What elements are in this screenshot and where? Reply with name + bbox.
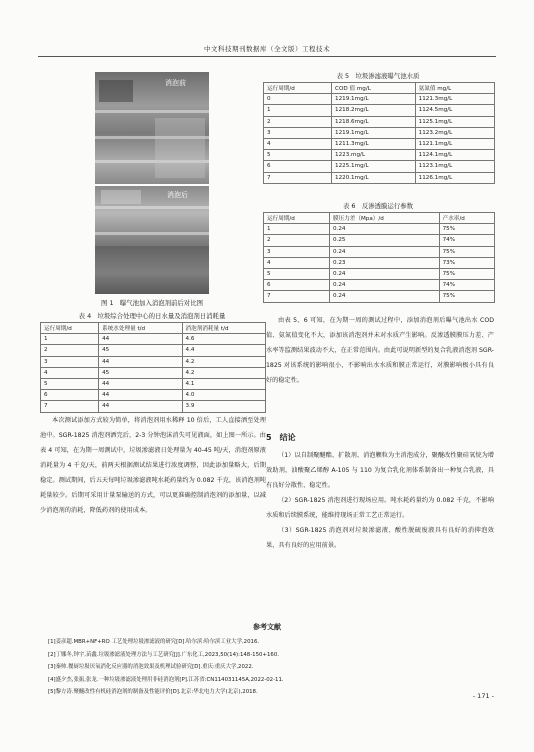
- reference-item: [3]秦帅.餐厨垃圾厌氧消化反应器的消泡效果及机理试验研究[D].重庆:重庆大学,2022.: [48, 664, 254, 671]
- right-body-text: [266, 313, 494, 388]
- table-row: [264, 291, 495, 302]
- table-header-row: [264, 213, 495, 224]
- references-title: 参考文献: [253, 623, 281, 631]
- table-cell: 1211.3mg/L: [332, 138, 416, 149]
- table6: [263, 212, 495, 303]
- table5-caption: 表 5 垃圾渗滤液曝气池水质: [336, 72, 420, 80]
- table-cell: 4.0: [182, 390, 265, 401]
- table-cell: 4: [41, 367, 99, 378]
- table-cell: 1126.1mg/L: [415, 172, 494, 183]
- table-row: [264, 105, 495, 116]
- table4: [40, 322, 266, 413]
- table-cell: 0.23: [330, 257, 440, 268]
- table-cell: 1218.2mg/L: [332, 105, 416, 116]
- table-row: [41, 401, 266, 412]
- table-cell: 5: [264, 268, 330, 279]
- table-row: [264, 127, 495, 138]
- left-body-text: [40, 413, 266, 518]
- references-list: [48, 636, 488, 699]
- table-cell: 1121.1mg/L: [415, 138, 494, 149]
- reference-item: [4]盛夕杰,张振,张龙.一种垃圾渗滤液处理用非硅消泡剂[P].江苏省:CN114031145A,2022-02-11.: [48, 676, 284, 683]
- conclusion-item-2: （2）SGR-1825 消泡剂进行现场应用。吨水耗药量约为 0.082 千克，不影响水质和后续膜系统，能维持现场正常工艺正常运行。: [266, 497, 494, 519]
- table-cell: 4.2: [182, 367, 265, 378]
- table-cell: 3.9: [182, 401, 265, 412]
- table-header-cell: 系统水处理量 t/d: [99, 323, 182, 334]
- table-cell: 5: [264, 150, 332, 161]
- table-row: [41, 378, 266, 389]
- table-header-cell: 运行周期/d: [264, 213, 330, 224]
- table-cell: 3: [41, 356, 99, 367]
- table-cell: 74%: [439, 280, 494, 291]
- paragraph: 由表 5、6 可知，在为期一周的测试过程中，添加消泡剂后曝气池出水 COD 值、氨氮值变化不大，添加该消泡剂并未对水质产生影响。反渗透膜膜压力差、产水率等监测结果波动不大，在正常范围内。由此可说明新型的复合乳液消泡剂 SGR-1825 对该系统的影响很小，不影响出水水质和膜正常运行，对膜影响极小具有良好的稳定性。: [266, 317, 494, 384]
- table-cell: 7: [264, 172, 332, 183]
- reference-item: [5]黎方涛.聚醚改性有机硅消泡剂的制备及性能评价[D].北京:华北电力大学(北京),2018.: [48, 689, 258, 696]
- table-cell: 44: [99, 356, 182, 367]
- table-row: [264, 246, 495, 257]
- table-cell: 1123.1mg/L: [415, 161, 494, 172]
- table-cell: 7: [264, 291, 330, 302]
- table-cell: 2: [41, 345, 99, 356]
- table-row: [264, 224, 495, 235]
- table-cell: 4.2: [182, 356, 265, 367]
- table-cell: 1123.2mg/L: [415, 127, 494, 138]
- photo-label-before: 消泡前: [165, 79, 186, 87]
- page-number: - 171 -: [472, 692, 494, 700]
- table-row: [41, 334, 266, 345]
- table-cell: 4: [264, 138, 332, 149]
- table-row: [41, 367, 266, 378]
- table-row: [41, 345, 266, 356]
- table-cell: 0.24: [330, 268, 440, 279]
- photo-label-after: 消泡后: [167, 191, 188, 199]
- reference-item: [2]丁娜冬,钟宇,苗鑫.垃圾渗滤液处理方法与工艺研究[J].广东化工,2023,50(14):148-150+160.: [48, 651, 279, 658]
- conclusion-item-1: （1）以自制聚醚酯、扩散剂、消泡颗粒为主消泡成分，聚醚改性聚硅氧烷为增效助剂，油酸聚乙烯醇 A-105 与 110 为复合乳化剂体系制备出一种复合乳液，具有良好分散性、稳定性。: [266, 452, 494, 489]
- table-cell: 44: [99, 378, 182, 389]
- table-cell: 2: [264, 235, 330, 246]
- table-row: [264, 161, 495, 172]
- header-rule: [38, 56, 496, 57]
- table-cell: 1225.1mg/L: [332, 161, 416, 172]
- table-row: [264, 150, 495, 161]
- table-cell: 6: [264, 280, 330, 291]
- table-cell: 44: [99, 334, 182, 345]
- table-cell: 4.4: [182, 345, 265, 356]
- table-cell: 0.24: [330, 291, 440, 302]
- table-cell: 1: [264, 105, 332, 116]
- table-cell: 75%: [439, 224, 494, 235]
- table-cell: 1: [41, 334, 99, 345]
- figure1-caption: 图 1 曝气池加入消泡剂前后对比图: [101, 299, 203, 307]
- table5: [263, 82, 495, 184]
- table-cell: 74%: [439, 235, 494, 246]
- table-cell: 3: [264, 246, 330, 257]
- table-row: [264, 280, 495, 291]
- table-cell: 1220.1mg/L: [332, 172, 416, 183]
- table-cell: 5: [41, 378, 99, 389]
- table-row: [264, 116, 495, 127]
- section-5-title: 5 结论: [266, 433, 296, 442]
- table-cell: 0.24: [330, 246, 440, 257]
- table-row: [264, 94, 495, 105]
- table-cell: 44: [99, 390, 182, 401]
- running-header: 中文科技期刊数据库（全文版）工程技术: [204, 45, 330, 53]
- table-row: [264, 235, 495, 246]
- table-cell: 75%: [439, 268, 494, 279]
- table-cell: 1219.1mg/L: [332, 94, 416, 105]
- table-header-cell: COD 值 mg/L: [332, 83, 416, 94]
- table-cell: 0.24: [330, 224, 440, 235]
- paragraph: 本次测试添加方式较为简单，将消泡剂用水稀释 10 倍后，工人直接洒至处理池中。SGR-1825 消泡剂洒完后，2-3 分钟泡沫消失可见液面，如上图一所示。由表 4 可知，在为期一周测试中，垃圾渗滤液日处理量为 40-45 吨/天，消泡剂原液消耗量为 4 千克/天，前两天根据测试结果进行浓度调整，因此添加量略大，后期稳定。测试期间，后五天每吨垃圾渗滤液吨水耗药量约为 0.082 千克，该消泡剂吨耗量较少。后期可采用计量泵输送的方式，可以更准确控制消泡剂的添加量，以减少消泡剂的消耗，降低药剂的使用成本。: [40, 417, 266, 514]
- table-cell: 4.1: [182, 378, 265, 389]
- table-row: [264, 138, 495, 149]
- table-header-cell: 消泡剂消耗量 t/d: [182, 323, 265, 334]
- table-header-row: [41, 323, 266, 334]
- table-cell: 4.6: [182, 334, 265, 345]
- table-cell: 73%: [439, 257, 494, 268]
- table-cell: 4: [264, 257, 330, 268]
- table-cell: 1121.3mg/L: [415, 94, 494, 105]
- table-row: [264, 172, 495, 183]
- table-cell: 0.24: [330, 280, 440, 291]
- table-cell: 1219.1mg/L: [332, 127, 416, 138]
- table-row: [264, 257, 495, 268]
- table-row: [41, 356, 266, 367]
- table-cell: 1223.mg/L: [332, 150, 416, 161]
- table-header-cell: 运行周期/d: [264, 83, 332, 94]
- table-cell: 45: [99, 345, 182, 356]
- conclusion-text: [266, 448, 494, 553]
- table-cell: 1125.1mg/L: [415, 116, 494, 127]
- conclusion-item-3: （3）SGR-1825 消泡剂对垃圾渗滤液、酸性脱硫废液具有良好的消抑泡效果，具有良好的应用前景。: [266, 527, 494, 549]
- table-cell: 1124.5mg/L: [415, 105, 494, 116]
- table-header-cell: 运行周期/d: [41, 323, 99, 334]
- table-cell: 6: [41, 390, 99, 401]
- table-cell: 75%: [439, 246, 494, 257]
- table-header-cell: 膜压力差（Mpa）/d: [330, 213, 440, 224]
- table-cell: 45: [99, 367, 182, 378]
- table-cell: 6: [264, 161, 332, 172]
- table-row: [41, 390, 266, 401]
- table-cell: 0.25: [330, 235, 440, 246]
- table-cell: 2: [264, 116, 332, 127]
- table-cell: 1: [264, 224, 330, 235]
- table-cell: 75%: [439, 291, 494, 302]
- table-header-row: [264, 83, 495, 94]
- table6-caption: 表 6 反渗透膜运行参数: [342, 202, 413, 210]
- table-cell: 0: [264, 94, 332, 105]
- table-cell: 44: [99, 401, 182, 412]
- photo-before-defoaming: [95, 72, 209, 184]
- table-cell: 3: [264, 127, 332, 138]
- table4-caption: 表 4 垃圾综合处理中心的日水量及消泡剂日消耗量: [78, 312, 226, 320]
- table-header-cell: 氨氮值 mg/L: [415, 83, 494, 94]
- table-cell: 1218.6mg/L: [332, 116, 416, 127]
- table-header-cell: 产水率/d: [439, 213, 494, 224]
- table-cell: 7: [41, 401, 99, 412]
- table-row: [264, 268, 495, 279]
- reference-item: [1]姜彦超.MBR+NF+RO 工艺处理垃圾渗滤液的研究[D].哈尔滨:哈尔滨工业大学,2016.: [48, 639, 260, 645]
- table-cell: 1124.1mg/L: [415, 150, 494, 161]
- photo-after-defoaming: [95, 186, 209, 294]
